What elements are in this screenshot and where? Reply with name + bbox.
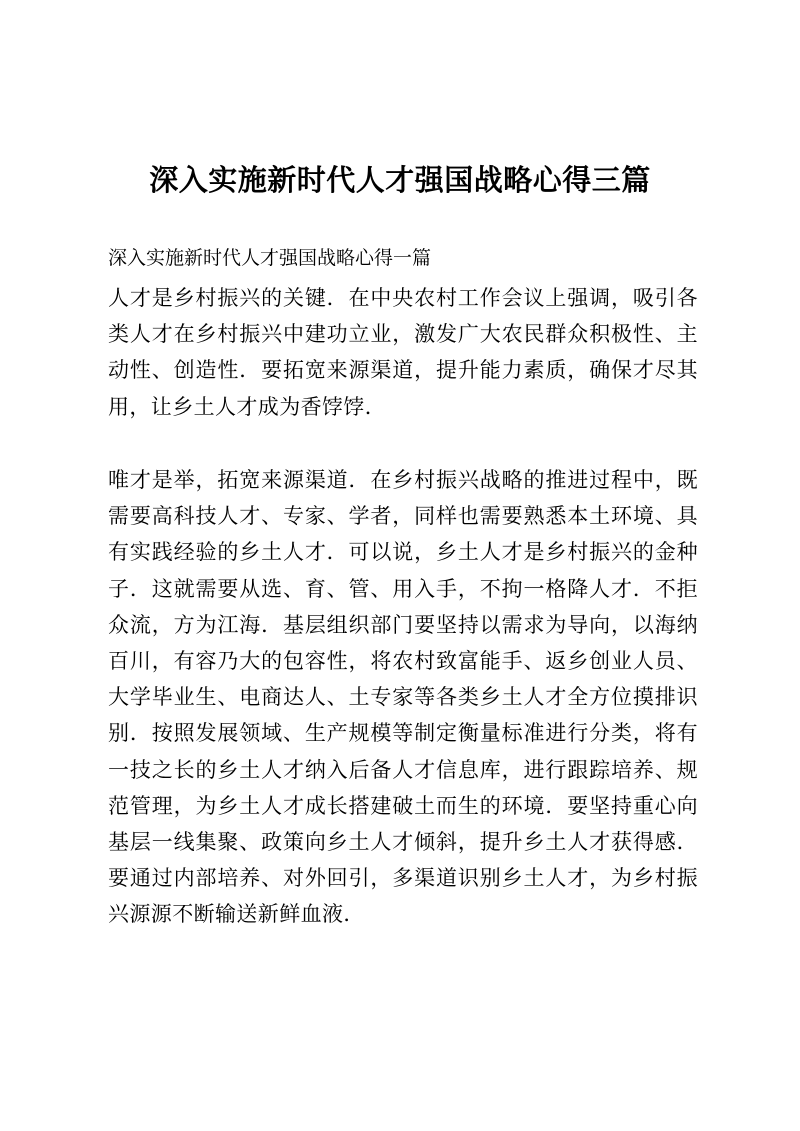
paragraph-1: 人才是乡村振兴的关键．在中央农村工作会议上强调，吸引各类人才在乡村振兴中建功立业，激发广大农民群众积极性、主动性、创造性．要拓宽来源渠道，提升能力素质，确保才尽其用，让乡土人才成为香饽饽． [108, 286, 698, 419]
section-heading: 深入实施新时代人才强国战略心得一篇 [108, 247, 432, 269]
document-title: 深入实施新时代人才强国战略心得三篇 [149, 163, 651, 197]
paragraph-2: 唯才是举，拓宽来源渠道．在乡村振兴战略的推进过程中，既需要高科技人才、专家、学者，同样也需要熟悉本土环境、具有实践经验的乡土人才．可以说，乡土人才是乡村振兴的金种子．这就需要从选、育、管、用入手，不拘一格降人才．不拒众流，方为江海．基层组织部门要坚持以需求为导向，以海纳百川，有容乃大的包容性，将农村致富能手、返乡创业人员、大学毕业生、电商达人、土专家等各类乡土人才全方位摸排识别．按照发展领域、生产规模等制定衡量标准进行分类，将有一技之长的乡土人才纳入后备人才信息库，进行跟踪培养、规范管理，为乡土人才成长搭建破土而生的环境．要坚持重心向基层一线集聚、政策向乡土人才倾斜，提升乡土人才获得感．要通过内部培养、对外回引，多渠道识别乡土人才，为乡村振兴源源不断输送新鲜血液． [108, 468, 698, 927]
